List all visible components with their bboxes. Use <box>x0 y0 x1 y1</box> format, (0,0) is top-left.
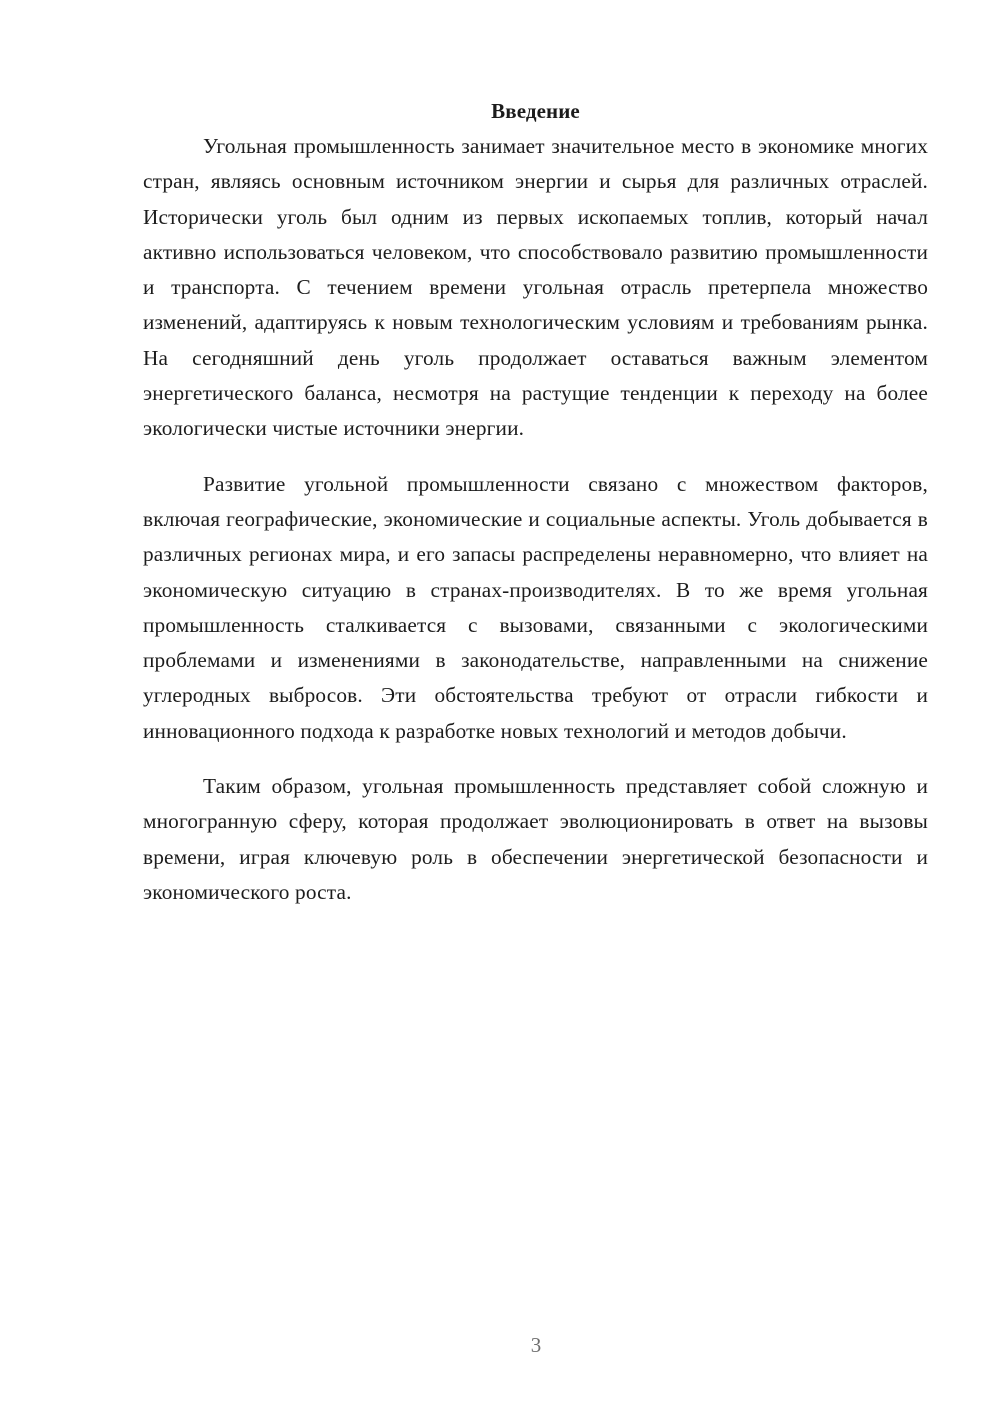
paragraph-3: Таким образом, угольная промышленность представляет собой сложную и многогранную сферу, которая продолжает эволюционировать в ответ на вызовы времени, играя ключевую роль в обеспечении энергетической безопасности и экономического роста. <box>143 774 928 904</box>
page-number: 3 <box>530 1333 542 1357</box>
document-body <box>143 96 928 930</box>
paragraph-2: Развитие угольной промышленности связано с множеством факторов, включая географические, экономические и социальные аспекты. Уголь добывается в различных регионах мира, и его запасы распределены неравномерно, что влияет на экономическую ситуацию в странах-производителях. В то же время угольная промышленность сталкивается с вызовами, связанными с экологическими проблемами и изменениями в законодательстве, направленными на снижение углеродных выбросов. Эти обстоятельства требуют от отрасли гибкости и инновационного подхода к разработке новых технологий и методов добычи. <box>143 471 928 743</box>
paragraph-1: Угольная промышленность занимает значительное место в экономике многих стран, являясь основным источником энергии и сырья для различных отраслей. Исторически уголь был одним из первых ископаемых топлив, который начал активно использоваться человеком, что способствовало развитию промышленности и транспорта. С течением времени угольная отрасль претерпела множество изменений, адаптируясь к новым технологическим условиям и требованиям рынка. На сегодняшний день уголь продолжает оставаться важным элементом энергетического баланса, несмотря на растущие тенденции к переходу на более экологически чистые источники энергии. <box>143 134 928 441</box>
section-title: Введение <box>491 99 580 123</box>
